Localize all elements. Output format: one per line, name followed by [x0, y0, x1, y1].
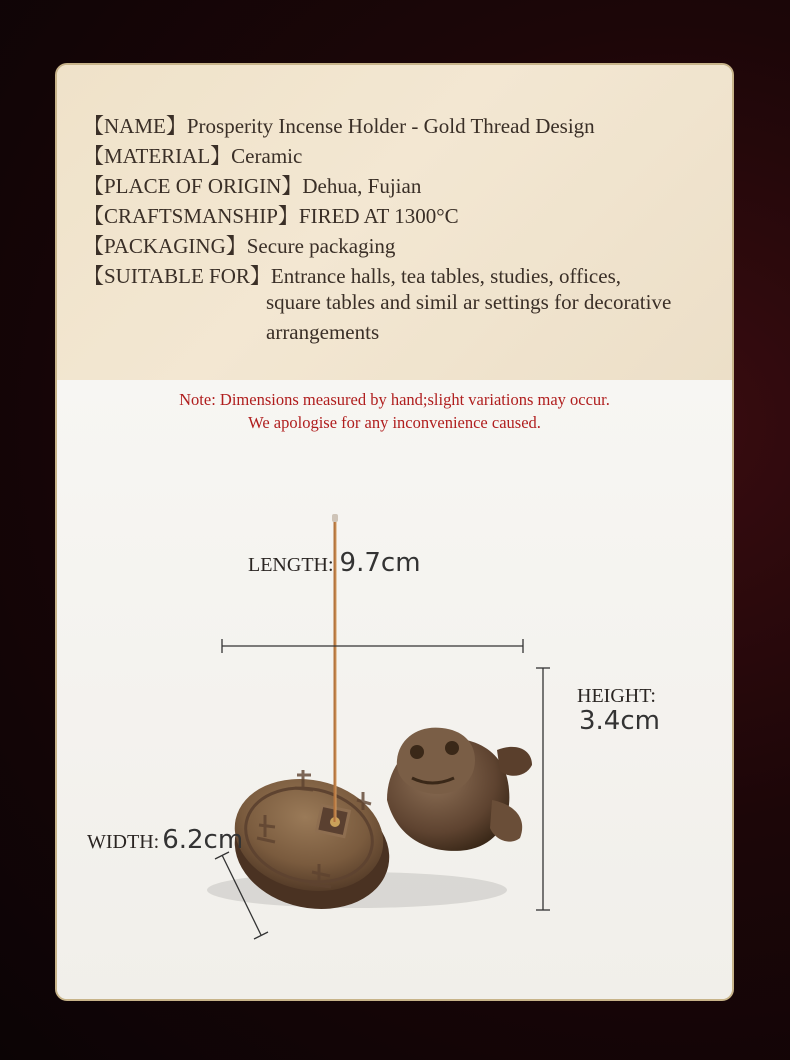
height-label: HEIGHT:: [577, 685, 656, 707]
spec-suitable-value-3: arrangements: [266, 320, 380, 344]
spec-name-value: Prosperity Incense Holder - Gold Thread Design: [186, 114, 595, 138]
spec-name: [83, 110, 595, 140]
note-line-2: We apologise for any inconvenience caused.: [248, 413, 541, 432]
spec-craft-key: 【CRAFTSMANSHIP】: [83, 204, 299, 228]
spec-suitable-key: 【SUITABLE FOR】: [83, 264, 271, 288]
product-photo-area: [57, 380, 732, 1001]
length-dimension: [248, 548, 421, 578]
width-label: WIDTH:: [87, 831, 160, 853]
spec-origin-key: 【PLACE OF ORIGIN】: [83, 174, 303, 198]
spec-origin-value: Dehua, Fujian: [302, 174, 422, 198]
spec-name-key: 【NAME】: [83, 114, 187, 138]
spec-material-value: Ceramic: [231, 144, 303, 168]
spec-origin: [83, 170, 421, 200]
product-card: [55, 63, 734, 1001]
spec-material: [83, 140, 302, 170]
note-line-1: Note: Dimensions measured by hand;slight variations may occur.: [179, 390, 610, 409]
width-value: 6.2cm: [162, 825, 244, 855]
height-value: 3.4cm: [579, 706, 660, 736]
spec-panel: [57, 65, 732, 380]
spec-packaging-key: 【PACKAGING】: [83, 234, 247, 258]
spec-craft-value: FIRED AT 1300°C: [298, 204, 459, 228]
spec-suitable: [83, 260, 621, 290]
spec-material-key: 【MATERIAL】: [83, 144, 232, 168]
length-label: LENGTH:: [248, 554, 334, 576]
spec-craftsmanship: [83, 200, 459, 230]
spec-packaging-value: Secure packaging: [246, 234, 396, 258]
spec-packaging: [83, 230, 395, 260]
length-value: 9.7cm: [339, 548, 421, 578]
spec-suitable-value-2: square tables and simil ar settings for decorative: [266, 290, 672, 314]
width-dimension: [87, 825, 243, 855]
spec-suitable-value-1: Entrance halls, tea tables, studies, offices,: [270, 264, 622, 288]
